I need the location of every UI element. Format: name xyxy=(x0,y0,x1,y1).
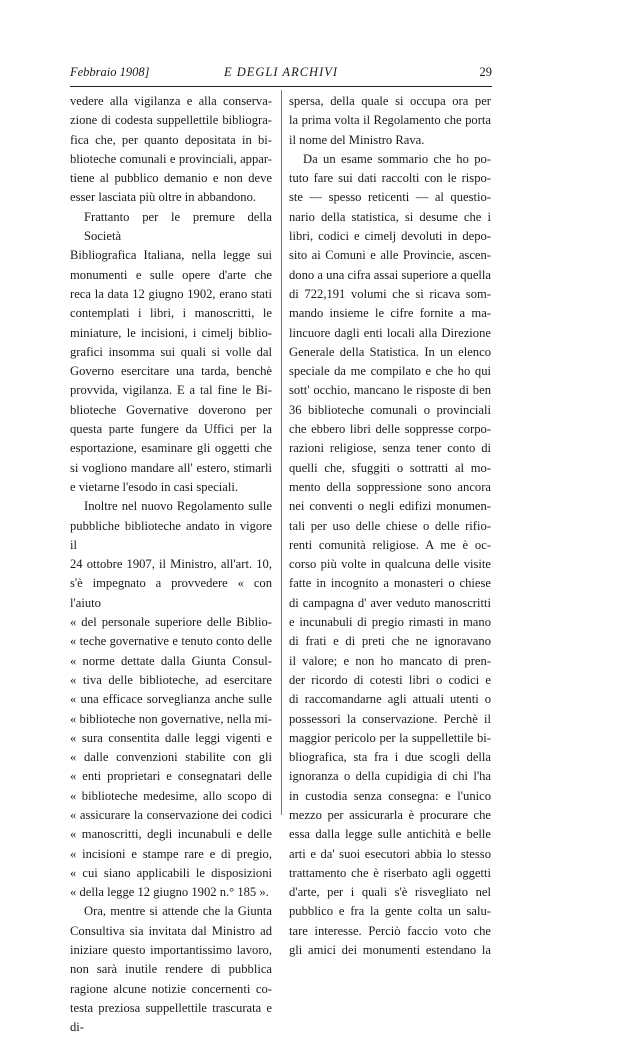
text-line: la prima volta il Regolamento che porta xyxy=(289,113,491,128)
text-line: pubbliche biblioteche andato in vigore il xyxy=(70,518,272,552)
text-line: libri, codici e cimelj devoluti in depo- xyxy=(289,229,491,244)
text-line: fica che, per quanto depositata in bi- xyxy=(70,132,272,147)
text-line: possessori la conservazione. Perchè il xyxy=(289,711,491,726)
text-line: maggior pericolo per la suppellettile bi- xyxy=(289,730,491,745)
text-line: provvida, vigilanza. E a tal fine le Bi- xyxy=(70,383,272,398)
text-line: di 722,191 volumi che si ricava som- xyxy=(289,286,491,301)
text-line: spersa, della quale si occupa ora per xyxy=(289,94,491,108)
text-line: e vietarne l'esodo in casi speciali. xyxy=(70,479,239,494)
text-line: 36 biblioteche comunali o provinciali xyxy=(289,402,491,417)
text-line: sott' occhio, mancano le risposte di ben xyxy=(289,383,491,398)
text-line: Generale della Statistica. In un elenco xyxy=(289,344,491,359)
text-line: Bibliografica Italiana, nella legge sui xyxy=(70,248,272,263)
text-line: pubblico e fra la gente colta un salu- xyxy=(289,904,491,919)
text-line: « enti proprietari e consegnatari delle xyxy=(70,769,272,784)
text-line: d'arte, per i quali s'è risvegliato nel xyxy=(289,885,491,900)
text-line: Inoltre nel nuovo Regolamento sulle xyxy=(84,499,272,514)
text-line: 24 ottobre 1907, il Ministro, all'art. 10, xyxy=(70,557,272,572)
text-line: esportazione, esaminare gli oggetti che xyxy=(70,441,272,456)
text-line: blioteche Governative doverono per xyxy=(70,402,272,417)
text-line: nario della statistica, si desume che i xyxy=(289,209,491,224)
text-line: questa parte fungere da Uffici per la xyxy=(70,422,272,437)
text-line: di campagna d' aver veduto manoscritti xyxy=(289,595,491,610)
text-line: « biblioteche non governative, nella mi- xyxy=(70,711,272,726)
left-column xyxy=(70,92,272,1038)
text-line: « norme dettate dalla Giunta Consul- xyxy=(70,653,272,668)
text-line: « sura consentita dalle leggi vigenti e xyxy=(70,730,272,745)
text-line: il nome del Ministro Rava. xyxy=(289,132,425,147)
text-line: Ora, mentre si attende che la Giunta xyxy=(84,904,272,919)
text-line: che ebbero libri delle soppresse corpo- xyxy=(289,422,491,437)
text-line: ragione alcune notizie concernenti co- xyxy=(70,981,272,996)
text-line: miniature, le incisioni, i cimelj biblio- xyxy=(70,325,272,340)
text-line: monumenti e sulle opere d'arte che xyxy=(70,267,272,282)
text-line: trattamento che è riserbato agli oggetti xyxy=(289,865,491,880)
text-line: contemplati i libri, i manoscritti, le xyxy=(70,306,272,321)
header-title: E DEGLI ARCHIVI xyxy=(223,65,339,79)
text-line: gli amici dei monumenti estendano la xyxy=(289,943,491,958)
right-column xyxy=(289,92,491,960)
text-line: e incunabuli di pregio rimasti in mano xyxy=(289,615,491,630)
text-line: blioteche comunali e provinciali, appar- xyxy=(70,151,272,166)
text-line: il valore; e non ho mancato di pren- xyxy=(289,653,491,668)
text-line: arti e da' suoi esecutori abbia lo stesso xyxy=(289,846,491,861)
text-line: zione di codesta suppellettile bibliogra- xyxy=(70,113,272,128)
text-line: corso più volte in qualcuna delle visite xyxy=(289,557,491,572)
text-line: ignoranza o della cupidigia di chi l'ha xyxy=(289,769,491,784)
text-line: dono a una cifra assai superiore a quella xyxy=(289,267,491,282)
text-line: tiene al pubblico demanio e non deve xyxy=(70,171,272,186)
running-header xyxy=(70,63,492,83)
text-line: vedere alla vigilanza e alla conserva- xyxy=(70,94,272,108)
text-line: tuto fare sui dati raccolti con le rispo- xyxy=(289,171,491,186)
text-line: « del personale superiore delle Biblio- xyxy=(70,615,272,630)
text-line: speciale da me compilato e che ho qui xyxy=(289,364,491,379)
text-line: iniziare questo importantissimo lavoro, xyxy=(70,943,272,958)
text-line: mando insieme le cifre fornite a ma- xyxy=(289,306,491,321)
text-line: grafici insomma sui quali si volle dal xyxy=(70,344,272,359)
text-line: « della legge 12 giugno 1902 n.° 185 ». xyxy=(70,885,269,900)
header-rule xyxy=(70,86,492,87)
text-line: « una efficace sorveglianza anche sulle xyxy=(70,692,272,707)
text-line: razioni religiose, senza tener conto di xyxy=(289,441,491,456)
page-number: 29 xyxy=(479,65,492,79)
text-line: reca la data 12 giugno 1902, erano stati xyxy=(70,286,272,301)
text-line: « dalle convenzioni stabilite con gli xyxy=(70,750,272,765)
text-line: sito ai Comuni e alle Provincie, ascen- xyxy=(289,248,491,263)
text-line: Frattanto per le premure della Società xyxy=(84,209,272,244)
text-line: « teche governative e tenuto conto delle xyxy=(70,634,272,649)
text-line: di raccomandarne agli attuali utenti o xyxy=(289,692,491,707)
text-line: esser lasciata più oltre in abbandono. xyxy=(70,190,257,205)
text-line: Governo esercitare una tarda, benchè xyxy=(70,364,272,379)
text-line: « manoscritti, degli incunabuli e delle xyxy=(70,827,272,842)
text-line: « assicurare la conservazione dei codici xyxy=(70,807,272,822)
text-line: di frati e di preti che ne ignoravano xyxy=(289,634,491,649)
column-divider xyxy=(281,90,282,815)
text-line: ste — spesso reticenti — al questio- xyxy=(289,190,491,205)
text-line: testa preziosa suppellettile trascurata e di- xyxy=(70,1000,272,1035)
text-line: essa dalla legge sulle antichità e belle xyxy=(289,827,491,842)
text-line: lincuore dagli enti locali alla Direzione xyxy=(289,325,491,340)
text-line: bliografica, sta fra i due scogli della xyxy=(289,750,491,765)
text-line: in custodia senza consegna: e l'unico xyxy=(289,788,491,803)
text-line: renti comunità religiose. A me è oc- xyxy=(289,537,491,552)
text-line: mezzo per assicurarla è procurare che xyxy=(289,807,491,822)
text-line: tare interesse. Perciò faccio voto che xyxy=(289,923,491,938)
text-line: tali per uso delle chiese o delle rifio- xyxy=(289,518,491,533)
text-line: s'è impegnato a provvedere « con l'aiuto xyxy=(70,576,272,610)
text-line: « incisioni e stampe rare e di pregio, xyxy=(70,846,272,861)
text-line: quelli che, sfuggiti o sottratti al mo- xyxy=(289,460,491,475)
text-line: « tiva delle biblioteche, ad esercitare xyxy=(70,672,272,687)
text-line: mento della soppressione sono ancora xyxy=(289,479,491,494)
text-line: nei conventi o negli edifizi monumen- xyxy=(289,499,491,514)
text-line: Consultiva sia invitata dal Ministro ad xyxy=(70,923,272,938)
text-line: der ricordo di cotesti libri o codici e xyxy=(289,672,491,687)
text-line: non sarà inutile rendere di pubblica xyxy=(70,962,272,977)
header-date: Febbraio 1908] xyxy=(70,65,150,79)
text-line: « biblioteche medesime, allo scopo di xyxy=(70,788,272,803)
text-line: Da un esame sommario che ho po- xyxy=(303,151,491,166)
text-line: « cui siano applicabili le disposizioni xyxy=(70,865,272,880)
text-line: fatte in incognito a monasteri o chiese xyxy=(289,576,491,591)
text-line: si vogliono mandare all' estero, stimarli xyxy=(70,460,272,475)
